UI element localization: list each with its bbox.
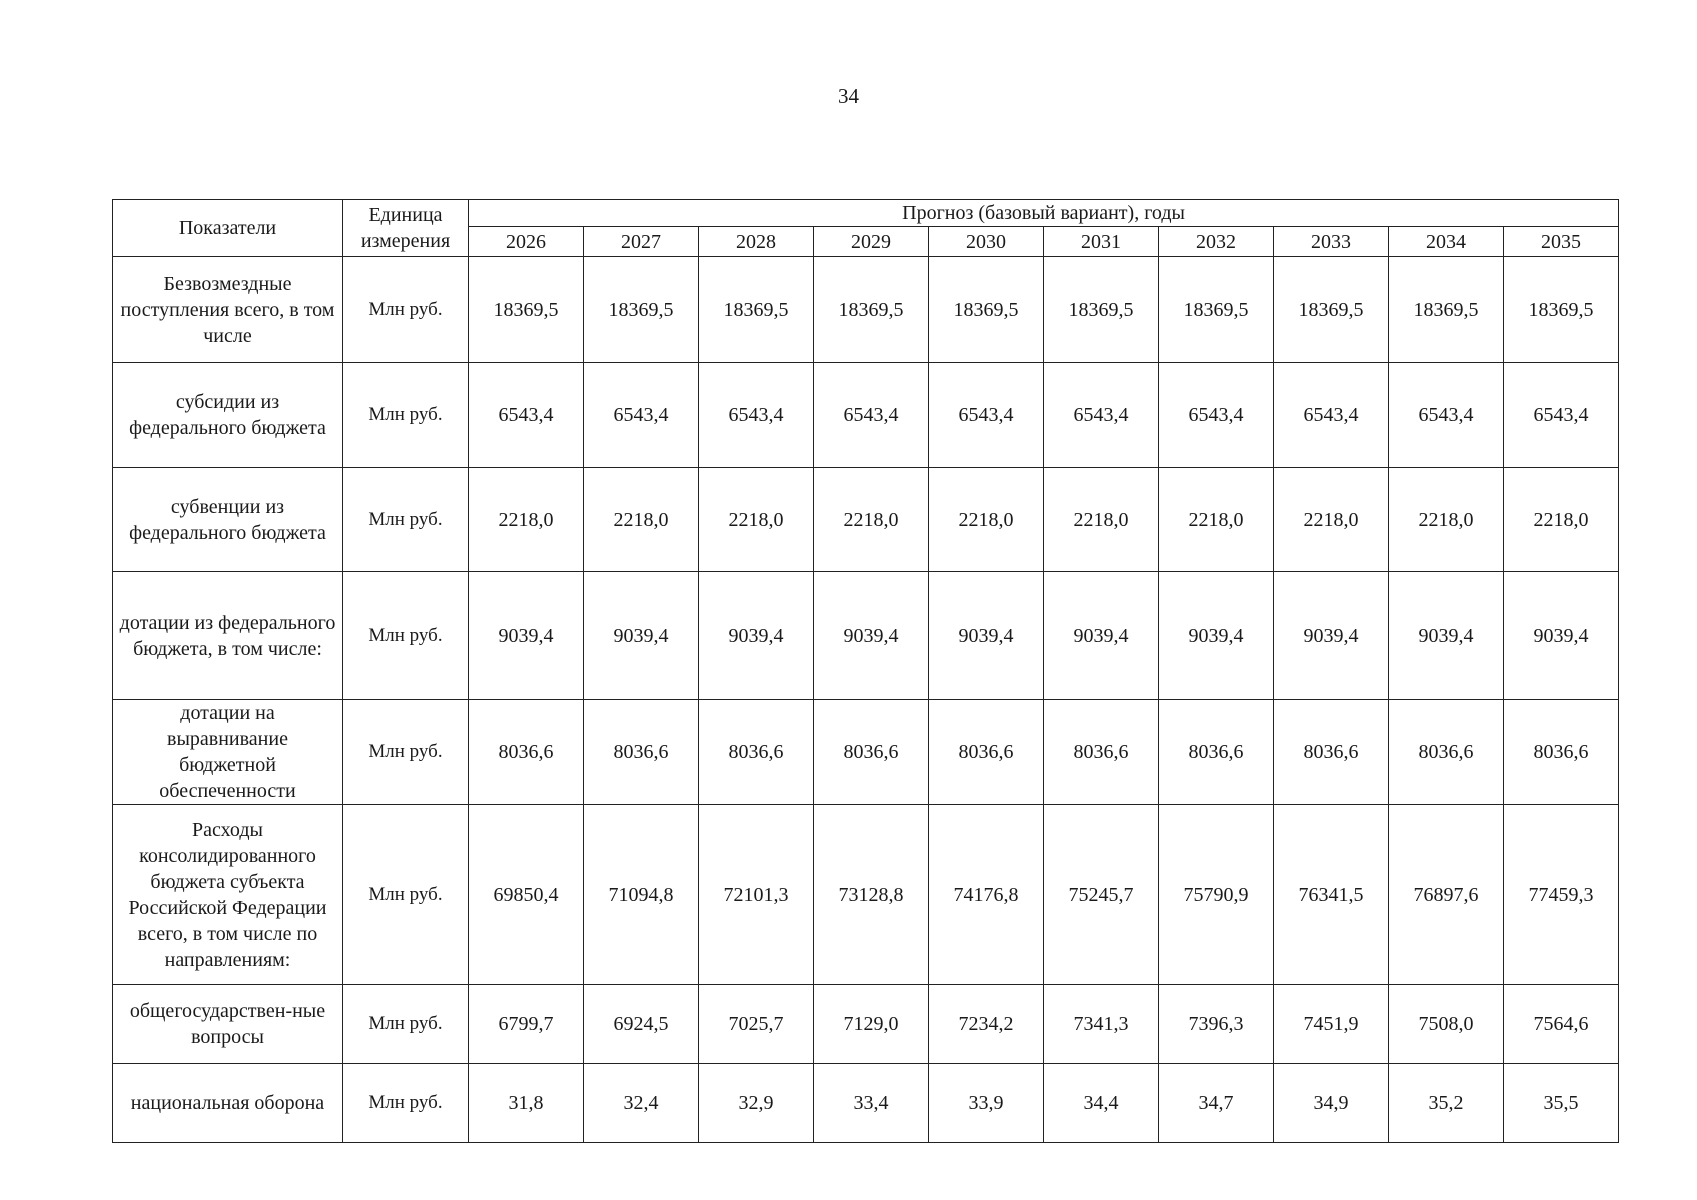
indicator-cell: субсидии из федерального бюджета: [113, 363, 343, 468]
header-indicator: Показатели: [113, 200, 343, 257]
value-cell: 8036,6: [1504, 700, 1619, 805]
value-cell: 9039,4: [814, 572, 929, 700]
table-row: [113, 257, 1619, 363]
value-cell: 6543,4: [814, 363, 929, 468]
value-cell: 73128,8: [814, 805, 929, 985]
value-cell: 9039,4: [1159, 572, 1274, 700]
value-cell: 7234,2: [929, 985, 1044, 1064]
value-cell: 8036,6: [1274, 700, 1389, 805]
value-cell: 6543,4: [1389, 363, 1504, 468]
unit-cell: Млн руб.: [343, 257, 469, 363]
value-cell: 77459,3: [1504, 805, 1619, 985]
value-cell: 18369,5: [469, 257, 584, 363]
value-cell: 8036,6: [584, 700, 699, 805]
header-year: 2028: [699, 227, 814, 257]
table-row: [113, 572, 1619, 700]
value-cell: 6799,7: [469, 985, 584, 1064]
value-cell: 34,4: [1044, 1064, 1159, 1143]
indicator-cell: национальная оборона: [113, 1064, 343, 1143]
value-cell: 75790,9: [1159, 805, 1274, 985]
table-row: [113, 985, 1619, 1064]
header-year: 2031: [1044, 227, 1159, 257]
value-cell: 7564,6: [1504, 985, 1619, 1064]
page-number: 34: [838, 84, 859, 108]
value-cell: 9039,4: [584, 572, 699, 700]
value-cell: 18369,5: [1504, 257, 1619, 363]
value-cell: 32,9: [699, 1064, 814, 1143]
value-cell: 32,4: [584, 1064, 699, 1143]
unit-cell: Млн руб.: [343, 1064, 469, 1143]
value-cell: 6543,4: [469, 363, 584, 468]
value-cell: 2218,0: [1504, 468, 1619, 572]
value-cell: 2218,0: [929, 468, 1044, 572]
value-cell: 18369,5: [1389, 257, 1504, 363]
value-cell: 7451,9: [1274, 985, 1389, 1064]
value-cell: 6543,4: [1044, 363, 1159, 468]
value-cell: 6924,5: [584, 985, 699, 1064]
unit-cell: Млн руб.: [343, 985, 469, 1064]
value-cell: 18369,5: [1274, 257, 1389, 363]
value-cell: 8036,6: [814, 700, 929, 805]
value-cell: 8036,6: [699, 700, 814, 805]
value-cell: 74176,8: [929, 805, 1044, 985]
value-cell: 9039,4: [1044, 572, 1159, 700]
value-cell: 6543,4: [929, 363, 1044, 468]
header-forecast: Прогноз (базовый вариант), годы: [469, 200, 1619, 227]
value-cell: 6543,4: [699, 363, 814, 468]
value-cell: 18369,5: [814, 257, 929, 363]
value-cell: 9039,4: [1274, 572, 1389, 700]
value-cell: 8036,6: [1389, 700, 1504, 805]
value-cell: 72101,3: [699, 805, 814, 985]
header-year: 2030: [929, 227, 1044, 257]
value-cell: 7129,0: [814, 985, 929, 1064]
value-cell: 2218,0: [1044, 468, 1159, 572]
indicator-cell: общегосударствен-ные вопросы: [113, 985, 343, 1064]
value-cell: 2218,0: [1274, 468, 1389, 572]
value-cell: 76341,5: [1274, 805, 1389, 985]
value-cell: 8036,6: [1159, 700, 1274, 805]
value-cell: 2218,0: [1159, 468, 1274, 572]
table-body: [113, 257, 1619, 1143]
value-cell: 35,2: [1389, 1064, 1504, 1143]
value-cell: 18369,5: [929, 257, 1044, 363]
value-cell: 75245,7: [1044, 805, 1159, 985]
value-cell: 33,9: [929, 1064, 1044, 1143]
value-cell: 2218,0: [1389, 468, 1504, 572]
value-cell: 8036,6: [929, 700, 1044, 805]
unit-cell: Млн руб.: [343, 805, 469, 985]
value-cell: 7508,0: [1389, 985, 1504, 1064]
header-year: 2027: [584, 227, 699, 257]
value-cell: 6543,4: [1504, 363, 1619, 468]
unit-cell: Млн руб.: [343, 700, 469, 805]
value-cell: 9039,4: [469, 572, 584, 700]
table-row: [113, 468, 1619, 572]
indicator-cell: Безвозмездные поступления всего, в том числе: [113, 257, 343, 363]
value-cell: 9039,4: [1504, 572, 1619, 700]
value-cell: 8036,6: [469, 700, 584, 805]
value-cell: 7341,3: [1044, 985, 1159, 1064]
value-cell: 76897,6: [1389, 805, 1504, 985]
value-cell: 6543,4: [584, 363, 699, 468]
indicator-cell: Расходы консолидированного бюджета субъекта Российской Федерации всего, в том числе по направлениям:: [113, 805, 343, 985]
table-row: [113, 700, 1619, 805]
header-year: 2029: [814, 227, 929, 257]
value-cell: 34,9: [1274, 1064, 1389, 1143]
header-year: 2034: [1389, 227, 1504, 257]
value-cell: 9039,4: [929, 572, 1044, 700]
indicator-cell: субвенции из федерального бюджета: [113, 468, 343, 572]
table-header: [113, 200, 1619, 257]
value-cell: 18369,5: [699, 257, 814, 363]
value-cell: 69850,4: [469, 805, 584, 985]
value-cell: 18369,5: [1044, 257, 1159, 363]
value-cell: 7025,7: [699, 985, 814, 1064]
value-cell: 18369,5: [1159, 257, 1274, 363]
value-cell: 6543,4: [1159, 363, 1274, 468]
value-cell: 6543,4: [1274, 363, 1389, 468]
header-year: 2026: [469, 227, 584, 257]
header-year: 2032: [1159, 227, 1274, 257]
value-cell: 2218,0: [469, 468, 584, 572]
indicator-cell: дотации на выравнивание бюджетной обеспеченности: [113, 700, 343, 805]
value-cell: 8036,6: [1044, 700, 1159, 805]
header-year: 2033: [1274, 227, 1389, 257]
value-cell: 33,4: [814, 1064, 929, 1143]
value-cell: 2218,0: [814, 468, 929, 572]
value-cell: 71094,8: [584, 805, 699, 985]
table-row: [113, 1064, 1619, 1143]
value-cell: 7396,3: [1159, 985, 1274, 1064]
forecast-table: [112, 199, 1619, 1143]
header-unit: Единица измерения: [343, 200, 469, 257]
table-row: [113, 805, 1619, 985]
value-cell: 34,7: [1159, 1064, 1274, 1143]
value-cell: 2218,0: [584, 468, 699, 572]
table-row: [113, 363, 1619, 468]
unit-cell: Млн руб.: [343, 572, 469, 700]
unit-cell: Млн руб.: [343, 363, 469, 468]
indicator-cell: дотации из федерального бюджета, в том числе:: [113, 572, 343, 700]
value-cell: 35,5: [1504, 1064, 1619, 1143]
unit-cell: Млн руб.: [343, 468, 469, 572]
value-cell: 9039,4: [1389, 572, 1504, 700]
value-cell: 31,8: [469, 1064, 584, 1143]
header-year: 2035: [1504, 227, 1619, 257]
value-cell: 2218,0: [699, 468, 814, 572]
value-cell: 18369,5: [584, 257, 699, 363]
value-cell: 9039,4: [699, 572, 814, 700]
